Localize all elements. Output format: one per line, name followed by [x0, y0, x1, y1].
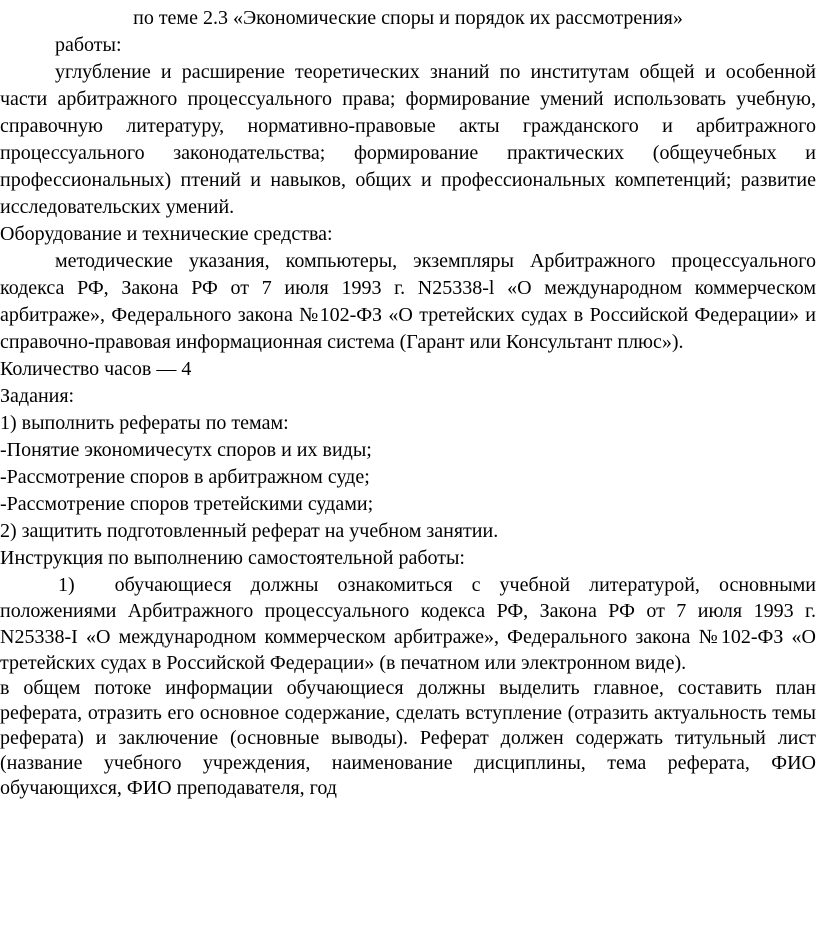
hours-line: Количество часов — 4	[0, 358, 192, 380]
task-item: -Рассмотрение споров третейскими судами;	[0, 493, 374, 515]
task-item: -Понятие экономичесутх споров и их виды;	[0, 439, 372, 461]
instruction-step-1-number: 1)	[58, 574, 75, 596]
task-item: 1) выполнить рефераты по темам:	[0, 412, 289, 434]
task-item: -Рассмотрение споров в арбитражном суде;	[0, 466, 370, 488]
task-item: Инструкция по выполнению самостоятельной работы:	[0, 547, 465, 569]
tasks-heading: Задания:	[0, 385, 75, 407]
instruction-step-2: в общем потоке информации обучающиеся должны выделить главное, составить план реферата, отразить его основное содержание, сделать вступление (отразить актуальность темы реферата) и заключение (основные выводы). Реферат должен содержать титульный лист (название учебного учреждения, наименование дисциплины, тема реферата, ФИО обучающихся, ФИО преподавателя, год	[0, 677, 816, 799]
work-label: работы:	[55, 34, 122, 56]
task-item: 2) защитить подготовленный реферат на учебном занятии.	[0, 520, 499, 542]
page-title: по теме 2.3 «Экономические споры и порядок их рассмотрения»	[133, 7, 683, 29]
equipment-heading: Оборудование и технические средства:	[0, 223, 333, 245]
goals-paragraph: углубление и расширение теоретических знаний по институтам общей и особенной части арбитражного процессуального права; формирование умений использовать учебную, справочную литературу, нормативно-правовые акты гражданского и арбитражного процессуального законодательства; формирование практических (общеучебных и профессиональных) птений и навыков, общих и профессиональных компетенций; развитие исследовательских умений.	[0, 61, 816, 218]
instruction-step-1	[0, 572, 816, 676]
equipment-paragraph: методические указания, компьютеры, экземпляры Арбитражного процессуального кодекса РФ, Закона РФ от 7 июля 1993 г. N25338-l «О международном коммерческом арбитраже», Федерального закона №102-ФЗ «О третейских судах в Российской Федерации» и справочно-правовая информационная система (Гарант или Консультант плюс»).	[0, 250, 816, 353]
instruction-step-1-text: обучающиеся должны ознакомиться с учебной литературой, основными положениями Арбитражного процессуального кодекса РФ, Закона РФ от 7 июля 1993 г. N25338-I «О международном коммерческом арбитраже», Федерального закона №102-ФЗ «О третейских судах в Российской Федерации» (в печатном или электронном виде).	[0, 574, 816, 674]
